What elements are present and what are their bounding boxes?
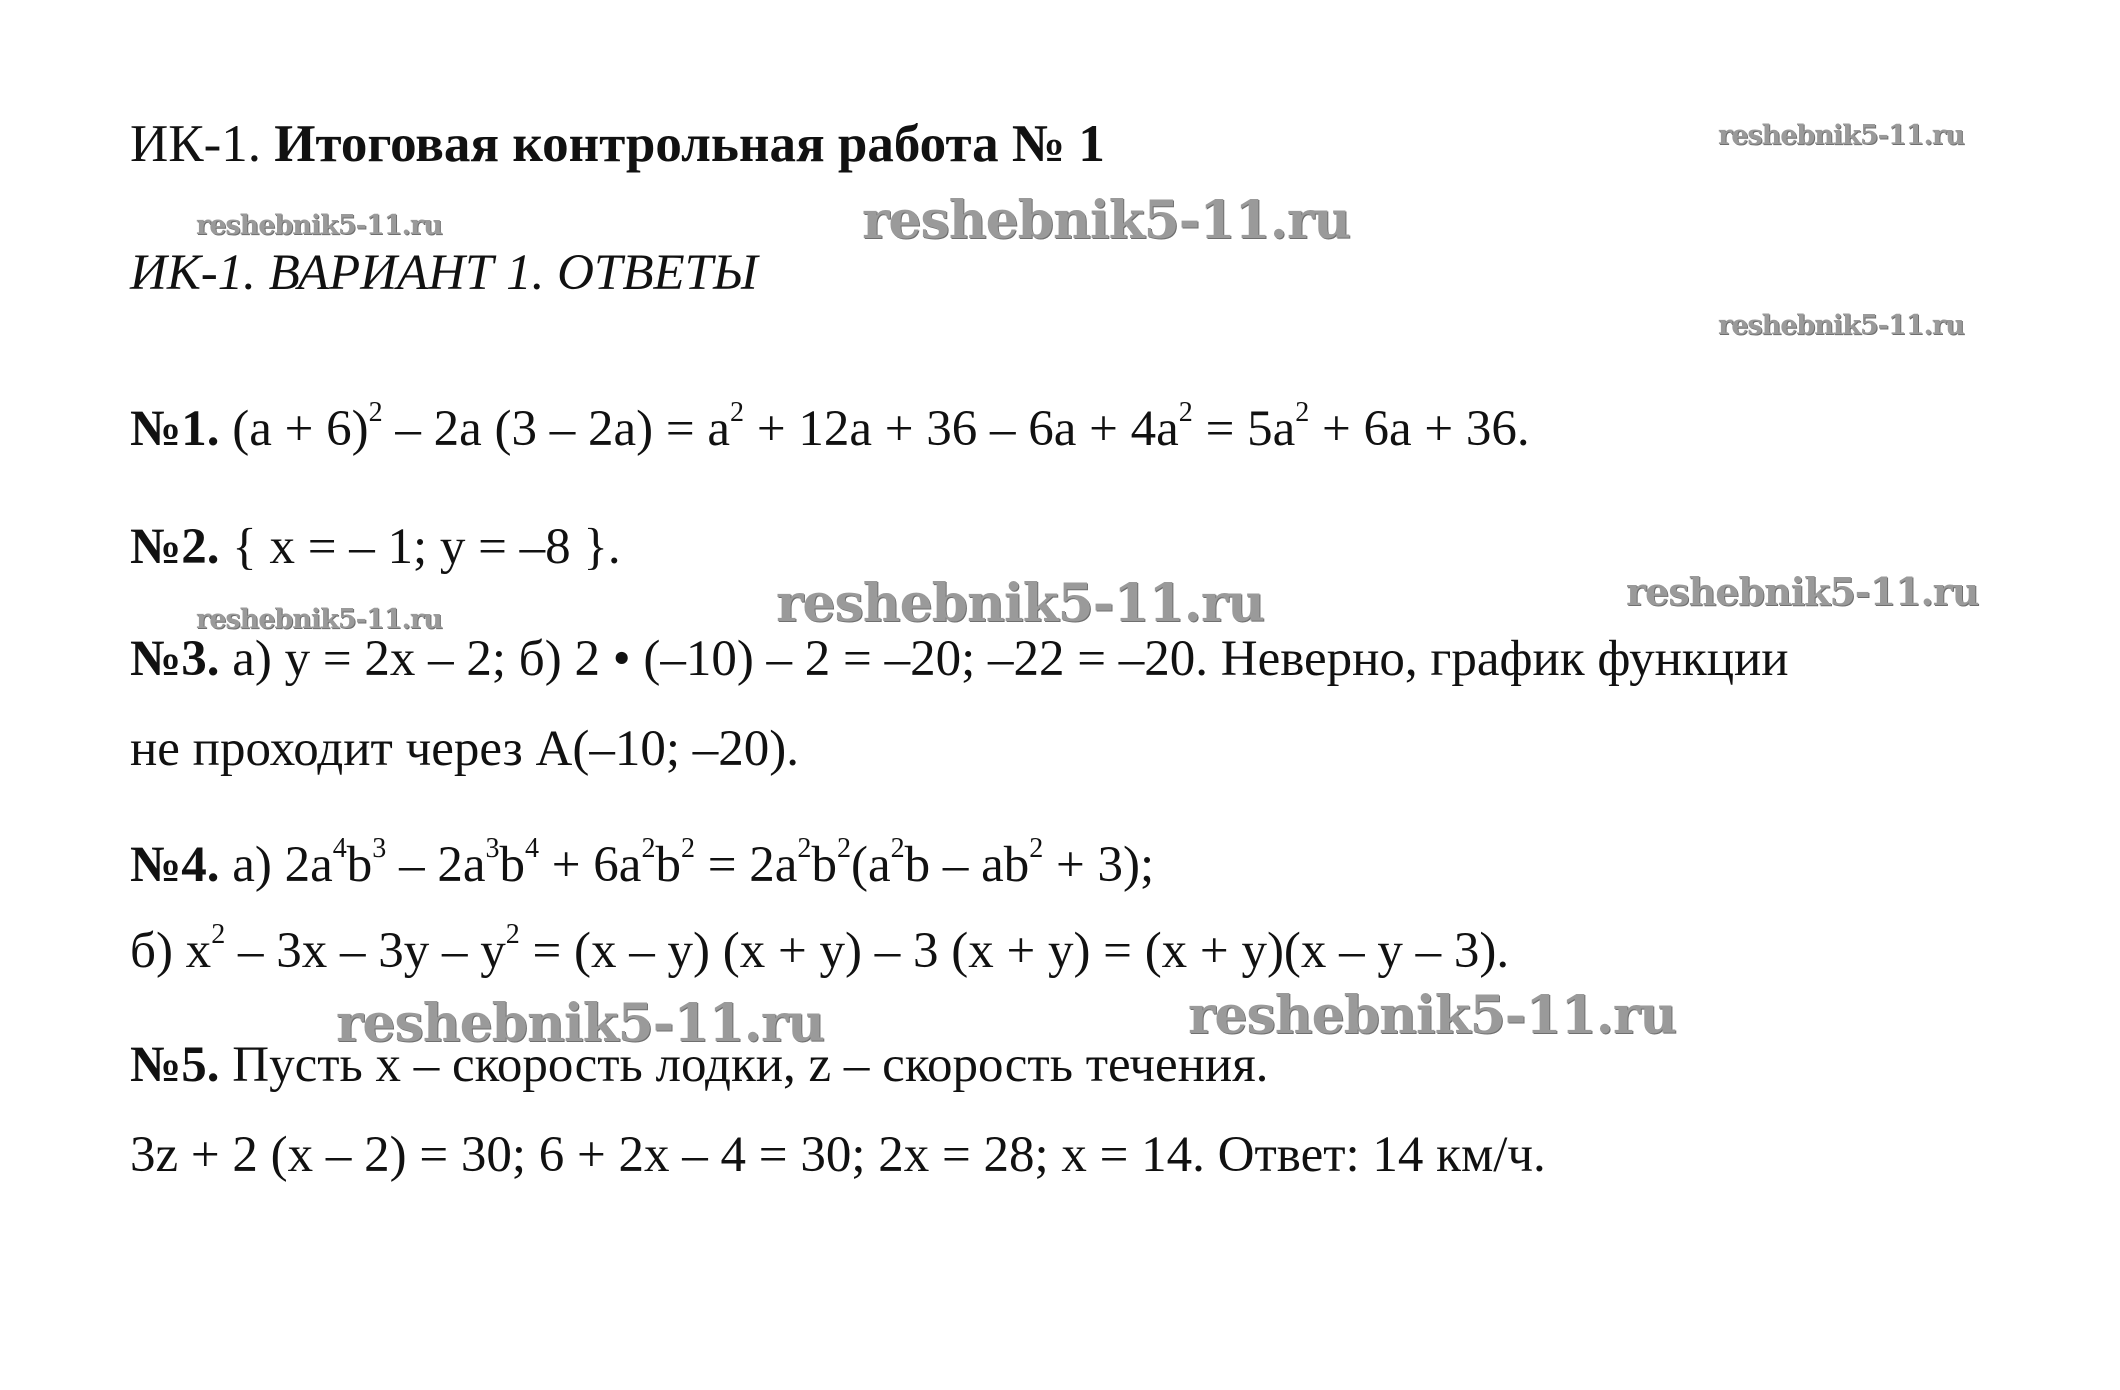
answer-5 xyxy=(130,1037,1269,1093)
answer-4-b xyxy=(130,919,1510,979)
answer-4-b-text: = (x – y) (x + y) – 3 (x + y) = (x + y)(x – y – 3). xyxy=(519,923,1510,979)
answer-1-text: (a + 6) xyxy=(219,401,369,457)
answer-4-text: b – ab xyxy=(904,837,1030,893)
answer-4-text: b xyxy=(655,837,681,893)
answer-4-exponent: 2 xyxy=(641,833,656,865)
watermark: reshebnik5-11.ru xyxy=(196,210,442,241)
answer-4-exponent: 2 xyxy=(680,833,695,865)
watermark: reshebnik5-11.ru xyxy=(336,993,825,1054)
answer-4-exponent: 4 xyxy=(525,833,540,865)
answer-4-b-exponent: 2 xyxy=(505,919,520,951)
answer-1-exponent: 2 xyxy=(730,397,745,429)
answer-4-exponent: 4 xyxy=(332,833,347,865)
watermark: reshebnik5-11.ru xyxy=(862,190,1351,251)
answer-1-label: №1. xyxy=(130,401,220,457)
answer-4-exponent: 3 xyxy=(372,833,387,865)
answer-4-b-text: б) x xyxy=(130,923,212,979)
answer-1-text: + 12a + 36 – 6a + 4a xyxy=(744,401,1179,457)
answer-4-exponent: 2 xyxy=(1029,833,1044,865)
watermark: reshebnik5-11.ru xyxy=(1188,985,1677,1046)
watermark: reshebnik5-11.ru xyxy=(776,573,1265,634)
answer-5-label: №5. xyxy=(130,1037,220,1093)
answer-4-exponent: 3 xyxy=(485,833,500,865)
answer-1 xyxy=(130,397,1530,457)
answer-4-text: b xyxy=(346,837,373,893)
answer-2-label: №2. xyxy=(130,519,220,575)
answer-2 xyxy=(130,519,621,575)
answer-4-text: а) 2a xyxy=(219,837,333,893)
title-prefix: ИК-1. xyxy=(130,115,275,173)
answer-3 xyxy=(130,631,1789,687)
answer-4-b-text: – 3x – 3y – y xyxy=(225,923,506,979)
answer-1-exponent: 2 xyxy=(1295,397,1310,429)
answer-4-text: + 6a xyxy=(539,837,642,893)
answer-1-exponent: 2 xyxy=(368,397,383,429)
answer-4-text: (a xyxy=(850,837,891,893)
answer-3-label: №3. xyxy=(130,631,220,687)
answer-4-exponent: 2 xyxy=(797,833,812,865)
answer-2-text: { x = – 1; y = –8 }. xyxy=(219,519,621,575)
title-text: Итоговая контрольная работа № 1 xyxy=(274,115,1105,173)
answer-3-text: а) y = 2x – 2; б) 2 • (–10) – 2 = –20; –22 = –20. Неверно, график функции xyxy=(219,631,1789,687)
variant-heading: ИК-1. ВАРИАНТ 1. ОТВЕТЫ xyxy=(130,245,758,301)
answer-5-text: Пусть x – скорость лодки, z – скорость течения. xyxy=(219,1037,1269,1093)
answer-4-text: b xyxy=(811,837,837,893)
answer-1-text: = 5a xyxy=(1192,401,1296,457)
answer-4-text: b xyxy=(499,837,525,893)
answer-4-text: – 2a xyxy=(386,837,486,893)
answer-4-text: = 2a xyxy=(695,837,798,893)
answer-4-a xyxy=(130,833,1155,893)
watermark: reshebnik5-11.ru xyxy=(1626,569,1979,614)
answer-5-line-2: 3z + 2 (x – 2) = 30; 6 + 2x – 4 = 30; 2x = 28; x = 14. Ответ: 14 км/ч. xyxy=(130,1127,1546,1183)
watermark: reshebnik5-11.ru xyxy=(196,604,442,635)
watermark: reshebnik5-11.ru xyxy=(1718,120,1964,151)
answer-4-exponent: 2 xyxy=(890,833,905,865)
answer-4-label: №4. xyxy=(130,837,220,893)
answer-4-b-exponent: 2 xyxy=(211,919,226,951)
answer-3-line-2: не проходит через А(–10; –20). xyxy=(130,721,799,777)
answer-1-text: – 2a (3 – 2a) = a xyxy=(382,401,731,457)
answer-1-text: + 6a + 36. xyxy=(1309,401,1530,457)
answer-1-exponent: 2 xyxy=(1178,397,1193,429)
answer-4-text: + 3); xyxy=(1043,837,1155,893)
watermark: reshebnik5-11.ru xyxy=(1718,310,1964,341)
page-title xyxy=(130,115,1105,173)
answer-4-exponent: 2 xyxy=(836,833,851,865)
